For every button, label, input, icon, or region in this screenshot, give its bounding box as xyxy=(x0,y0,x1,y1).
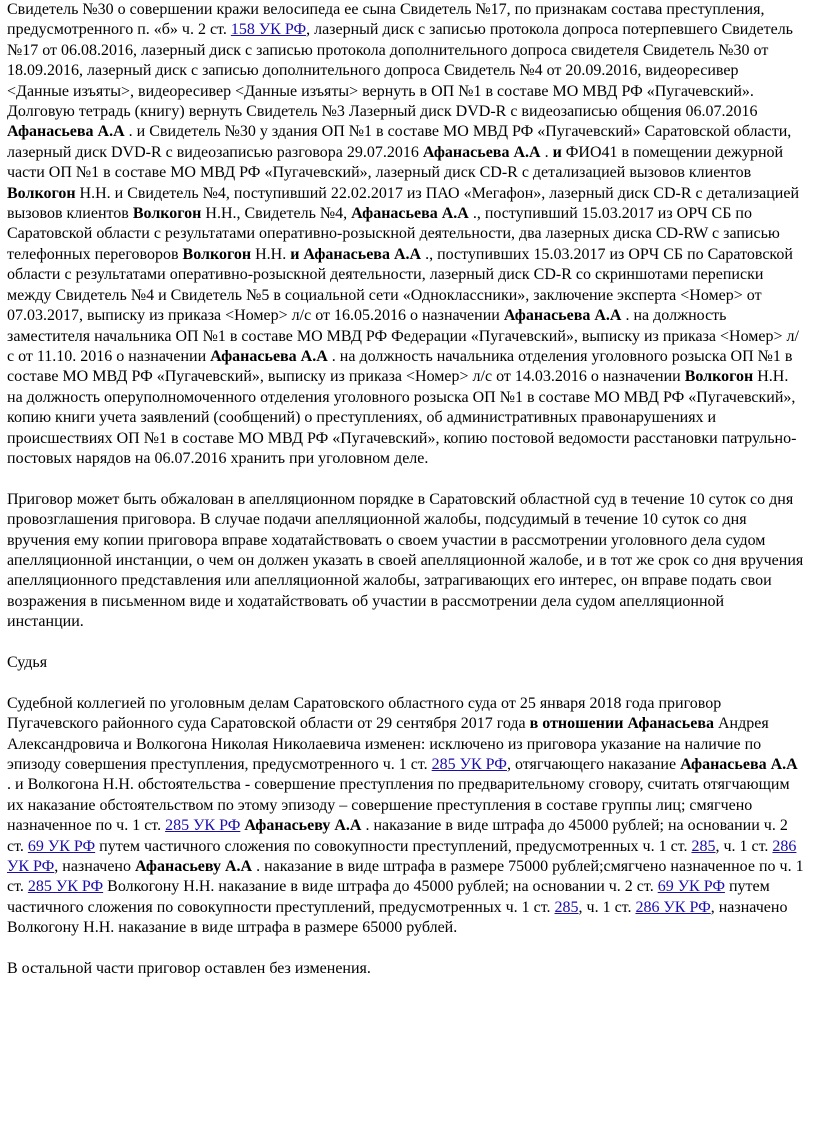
text-run: . xyxy=(540,143,553,161)
text-run: . наказание в виде штрафа до 45000 рублей; на основании ч. 2 ст. xyxy=(7,817,788,855)
text-run: . на должность начальника отделения уголовного розыска ОП №1 в составе МО МВД РФ «Пугачевский», выписку из приказа <Номер> л/с от 14.03.2016 о назначении xyxy=(7,347,793,386)
text-run: ., поступивших 15.03.2017 из ОРЧ СБ по Саратовской области с результатами оперативно-розыскной деятельности, лазерный диск CD-R со скриншотами переписки между Свидетель №4 и Свидетель №5 в социальной сети «Одноклассники», заключение эксперта <Номер> от 07.03.2017, выписку из приказа <Номер> л/с от 16.05.2016 о назначении xyxy=(7,245,793,325)
text-run: Андрея Александровича и Волкогона Николая Николаевича изменен: исключено из приговора указание на наличие по эпизоду совершения преступления, предусмотренного ч. 1 ст. xyxy=(7,715,769,773)
text-run: Приговор может быть обжалован в апелляционном порядке в Саратовский областной суд в течение 10 суток со дня провозглашения приговора. В случае подачи апелляционной жалобы, подсудимый в течение 10 суток со дня вручения ему копии приговора вправе ходатайствовать о своем участии в рассмотрении уголовного дела судом апелляционной инстанции, о чем он должен указать в своей апелляционной жалобе, и в тот же срок со дня вручения апелляционного представления или апелляционной жалобы, затрагивающих его интерес, он вправе подать свои возражения в письменном виде и ходатайствовать об участии в рассмотрении дела судом апелляционной инстанции. xyxy=(7,490,804,631)
bold-name: Волкогон xyxy=(7,184,76,202)
text-run: . и Свидетель №30 у здания ОП №1 в составе МО МВД РФ «Пугачевский» Саратовской области, лазерный диск DVD-R с видеозаписью разговора 29.07.2016 xyxy=(7,123,792,161)
law-article-link[interactable]: 285 УК РФ xyxy=(165,817,241,835)
text-run: Н.Н. и Свидетель №4, поступивший 22.02.2017 из ПАО «Мегафон», лазерный диск CD-R с детализацией вызовов клиентов xyxy=(7,184,800,223)
bold-name: и xyxy=(552,143,562,161)
bold-name: Афанасьеву А.А xyxy=(244,817,362,835)
paragraph-gap xyxy=(7,633,804,653)
text-run: . наказание в виде штрафа в размере 75000 рублей;смягчено назначенное по ч. 1 ст. xyxy=(7,858,804,896)
bold-name: Волкогон xyxy=(132,205,202,223)
text-run: , ч. 1 ст. xyxy=(715,837,773,855)
text-run: путем частичного сложения по совокупности преступлений, предусмотренных ч. 1 ст. xyxy=(7,878,770,916)
law-article-link[interactable]: 286 УК РФ xyxy=(635,898,711,916)
law-article-link[interactable]: 285 xyxy=(554,898,579,916)
collegium-paragraph xyxy=(7,694,804,939)
text-run: Н.Н. xyxy=(251,245,291,263)
bold-name: и Афанасьева А.А xyxy=(290,245,422,263)
bold-name: Волкогон xyxy=(684,368,754,386)
law-article-link[interactable]: 285 УК РФ xyxy=(27,878,104,896)
unchanged-paragraph xyxy=(7,959,804,979)
text-run: В остальной части приговор оставлен без изменения. xyxy=(7,960,371,978)
text-run: Свидетель №30 о совершении кражи велосипеда ее сына Свидетель №17, по признакам состава преступления, предусмотренного п. «б» ч. 2 ст. xyxy=(7,1,765,39)
text-run: , назначено Волкогону Н.Н. наказание в виде штрафа в размере 65000 рублей. xyxy=(7,898,788,937)
bold-name: Афанасьева А.А xyxy=(210,347,328,365)
law-article-link[interactable]: 69 УК РФ xyxy=(27,837,96,855)
judge-paragraph xyxy=(7,653,804,673)
bold-name: Афанасьева А.А xyxy=(422,143,541,161)
appeal-paragraph xyxy=(7,490,804,633)
law-article-link[interactable]: 286 УК РФ xyxy=(7,837,797,876)
text-run: . и Волкогона Н.Н. обстоятельства - совершение преступления по предварительному сговору, считать отягчающим их наказание обстоятельством по этому эпизоду – совершение преступления в составе группы лиц; смягчено назначенное по ч. 1 ст. xyxy=(7,776,790,835)
law-article-link[interactable]: 285 xyxy=(691,837,716,855)
text-run: ., поступивший 15.03.2017 из ОРЧ СБ по Саратовской области с результатами оперативно-розыскной деятельности, два лазерных диска CD-RW с записью телефонных переговоров xyxy=(7,205,780,263)
paragraph-gap xyxy=(7,673,804,693)
text-run: , отягчающего наказание xyxy=(506,755,681,773)
bold-name: Афанасьева А.А xyxy=(503,307,622,325)
bold-name: в отношении Афанасьева xyxy=(529,715,714,733)
text-run: , назначено xyxy=(54,858,135,876)
bold-name: Афанасьеву А.А xyxy=(134,858,253,876)
text-run: Н.Н. на должность оперуполномоченного отделения уголовного розыска ОП №1 в составе МО МВД РФ «Пугачевский», копию книги учета заявлений (сообщений) о преступлениях, об административных правонарушениях и происшествиях ОП №1 в составе МО МВД РФ «Пугачевский», копию постовой ведомости расстановки патрульно-постовых нарядов на 06.07.2016 хранить при уголовном деле. xyxy=(7,368,797,467)
text-run: ФИО41 в помещении дежурной части ОП №1 в составе МО МВД РФ «Пугачевский», лазерный диск CD-R с детализацией вызовов клиентов xyxy=(7,143,784,182)
text-run: . на должность заместителя начальника ОП №1 в составе МО МВД РФ Федерации «Пугачевский», выписку из приказа <Номер> л/с от 11.10. 2016 о назначении xyxy=(7,307,799,365)
bold-name: Афанасьева А.А xyxy=(351,205,469,223)
evidence-paragraph xyxy=(7,0,804,469)
law-article-link[interactable]: 158 УК РФ xyxy=(230,21,307,39)
bold-name: Афанасьева А.А xyxy=(7,123,125,141)
text-run: путем частичного сложения по совокупности преступлений, предусмотренных ч. 1 ст. xyxy=(95,837,692,855)
paragraph-gap xyxy=(7,939,804,959)
text-run: Волкогону Н.Н. наказание в виде штрафа до 45000 рублей; на основании ч. 2 ст. xyxy=(103,878,658,896)
law-article-link[interactable]: 69 УК РФ xyxy=(657,878,725,896)
text-run: , лазерный диск с записью протокола допроса потерпевшего Свидетель №17 от 06.08.2016, лазерный диск с записью протокола дополнительного допроса свидетеля Свидетель №30 от 18.09.2016, лазерный диск с записью дополнительного допроса Свидетель №4 от 20.09.2016, видеоресивер <Данные изъяты>, видеоресивер <Данные изъяты> вернуть в ОП №1 в составе МО МВД РФ «Пугачевский». Долговую тетрадь (книгу) вернуть Свидетель №3 Лазерный диск DVD-R с видеозаписью общения 06.07.2016 xyxy=(7,21,793,121)
text-run: , ч. 1 ст. xyxy=(578,898,636,916)
paragraph-gap xyxy=(7,469,804,489)
bold-name: Волкогон xyxy=(182,245,252,263)
bold-name: Афанасьева А.А xyxy=(680,755,798,773)
text-run: Н.Н., Свидетель №4, xyxy=(201,205,352,223)
law-article-link[interactable]: 285 УК РФ xyxy=(431,755,507,773)
text-run: Судья xyxy=(7,653,48,671)
text-run: Судебной коллегией по уголовным делам Саратовского областного суда от 25 января 2018 года приговор Пугачевского районного суда Саратовской области от 29 сентября 2017 года xyxy=(7,694,722,733)
